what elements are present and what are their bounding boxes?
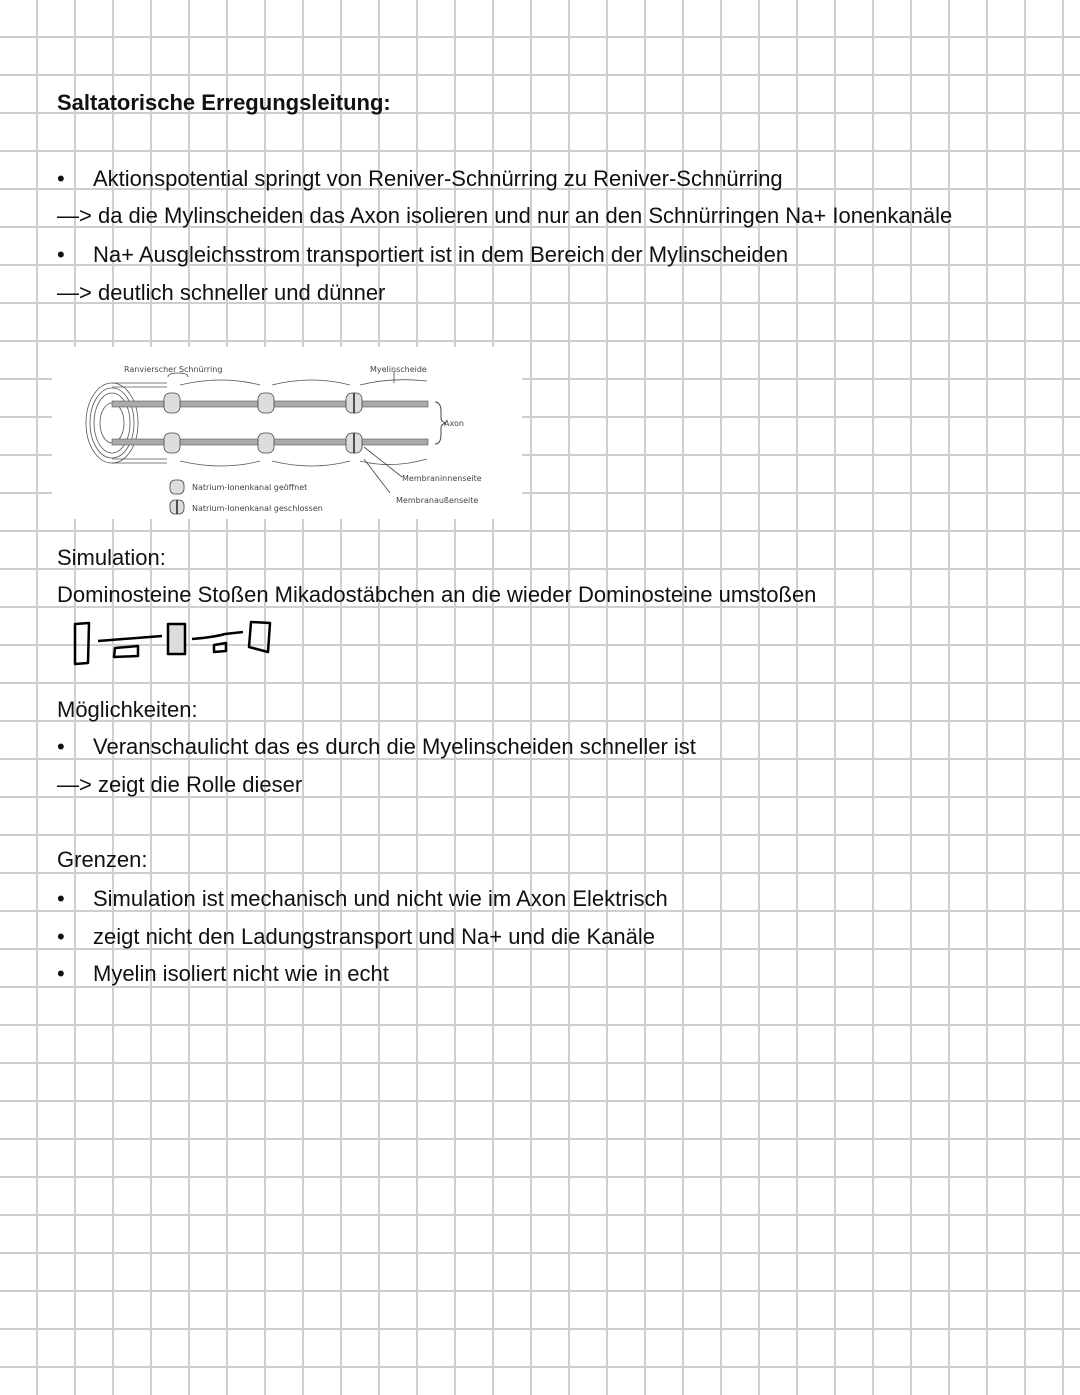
note-line: —> deutlich schneller und dünner bbox=[57, 280, 386, 305]
bullet-item bbox=[57, 242, 788, 268]
section-heading-simulation: Simulation: bbox=[57, 545, 166, 570]
label-membrane-outer: Membranaußenseite bbox=[396, 496, 479, 505]
bullet-icon: • bbox=[57, 961, 65, 986]
bullet-text: Myelin isoliert nicht wie in echt bbox=[93, 961, 389, 986]
note-line: —> da die Mylinscheiden das Axon isolieren und nur an den Schnürringen Na+ Ionenkanäle bbox=[57, 203, 953, 228]
label-axon: Axon bbox=[444, 419, 464, 428]
bullet-item bbox=[57, 924, 655, 950]
bullet-item bbox=[57, 886, 668, 912]
myelinated-axon-diagram bbox=[52, 347, 522, 519]
label-membrane-inner: Membraninnenseite bbox=[402, 474, 482, 483]
bullet-text: Veranschaulicht das es durch die Myelinscheiden schneller ist bbox=[93, 734, 696, 759]
bullet-item bbox=[57, 961, 389, 987]
bullet-icon: • bbox=[57, 166, 65, 191]
page-title: Saltatorische Erregungsleitung: bbox=[57, 90, 391, 115]
domino-sketch bbox=[60, 610, 280, 670]
section-heading-grenzen: Grenzen: bbox=[57, 847, 148, 872]
bullet-text: Na+ Ausgleichsstrom transportiert ist in dem Bereich der Mylinscheiden bbox=[93, 242, 789, 267]
section-heading-moeglichkeiten: Möglichkeiten: bbox=[57, 697, 198, 722]
bullet-text: Aktionspotential springt von Reniver-Schnürring zu Reniver-Schnürring bbox=[93, 166, 783, 191]
bullet-icon: • bbox=[57, 886, 65, 911]
simulation-text: Dominosteine Stoßen Mikadostäbchen an die wieder Dominosteine umstoßen bbox=[57, 582, 817, 607]
note-line: —> zeigt die Rolle dieser bbox=[57, 772, 303, 797]
bullet-text: Simulation ist mechanisch und nicht wie im Axon Elektrisch bbox=[93, 886, 668, 911]
label-ranvier-node: Ranvierscher Schnürring bbox=[124, 365, 223, 374]
legend-channel-open: Natrium-Ionenkanal geöffnet bbox=[192, 483, 308, 492]
bullet-icon: • bbox=[57, 734, 65, 759]
legend-channel-closed: Natrium-Ionenkanal geschlossen bbox=[192, 504, 323, 513]
bullet-text: zeigt nicht den Ladungstransport und Na+ und die Kanäle bbox=[93, 924, 656, 949]
label-myelin: Myelinscheide bbox=[370, 365, 427, 374]
bullet-icon: • bbox=[57, 924, 65, 949]
bullet-icon: • bbox=[57, 242, 65, 267]
bullet-item bbox=[57, 166, 783, 192]
bullet-item bbox=[57, 734, 696, 760]
